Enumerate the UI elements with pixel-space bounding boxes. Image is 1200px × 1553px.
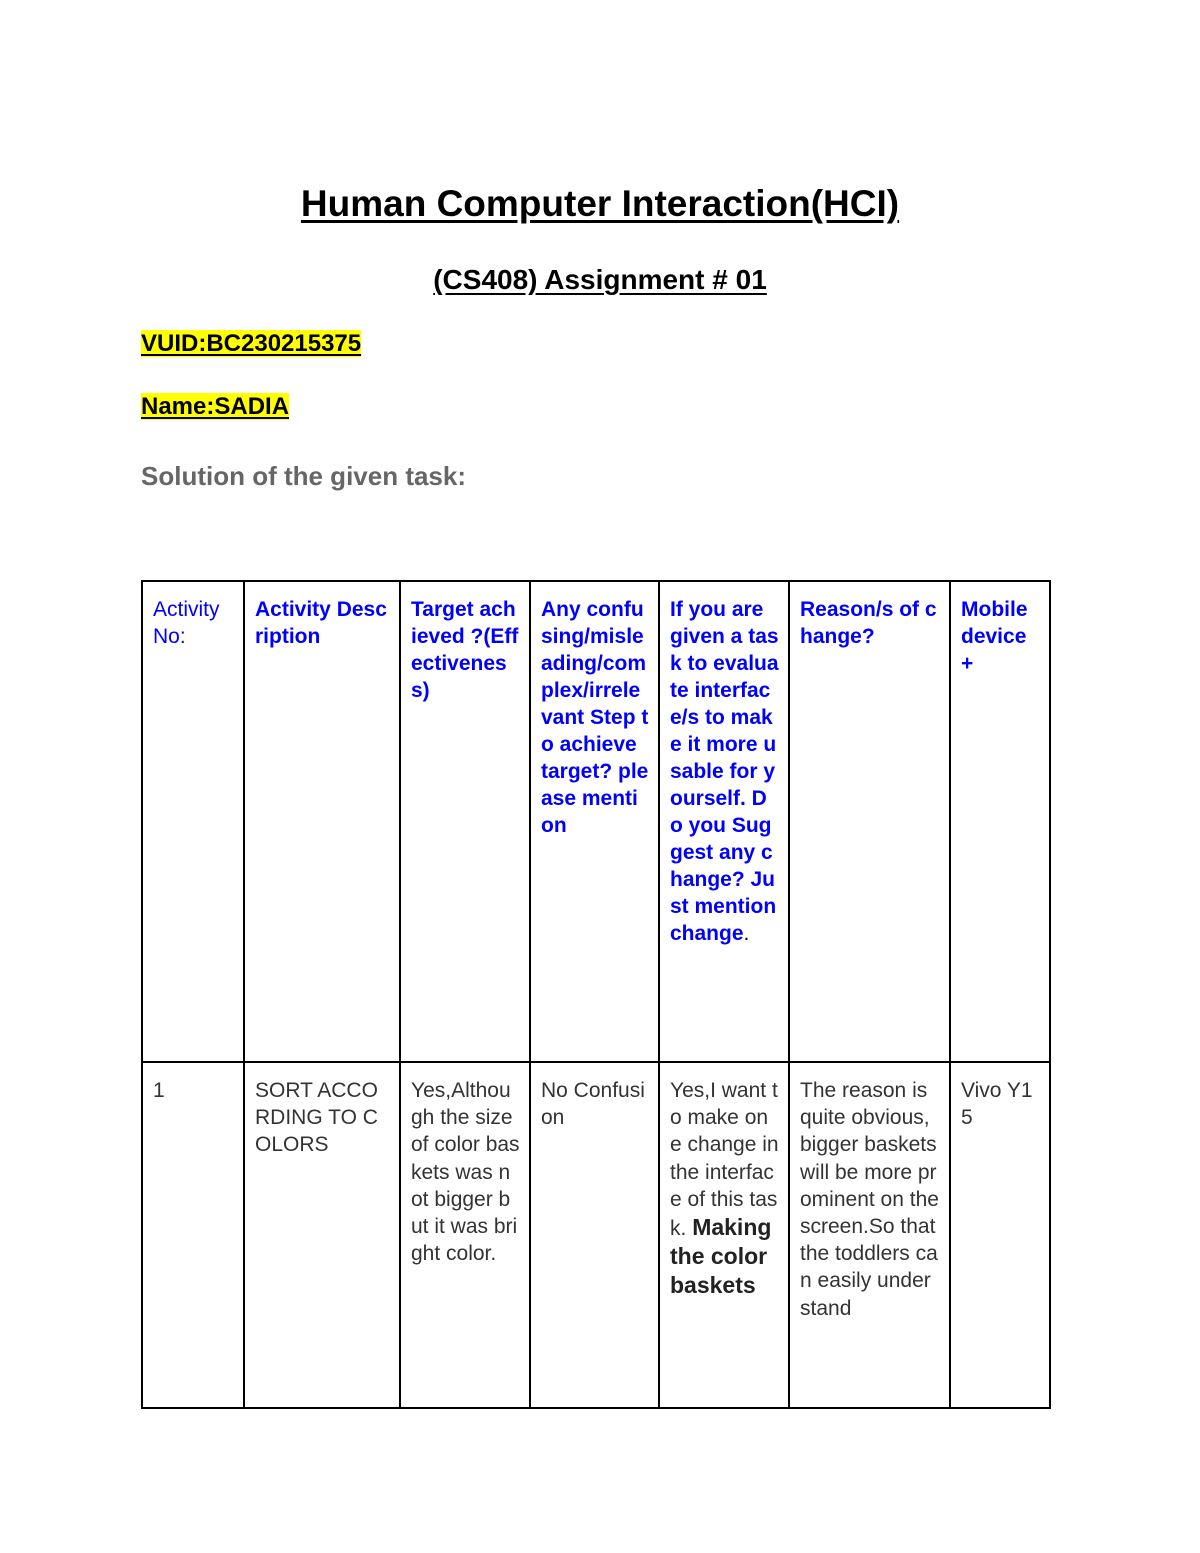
table-header-row <box>142 581 1050 1062</box>
header-activity-no: Activity No: <box>142 581 244 1062</box>
vuid-line <box>141 330 361 358</box>
task-table <box>141 580 1051 1409</box>
name-line <box>141 393 289 421</box>
vuid-text: VUID:BC230215375 <box>141 330 362 357</box>
suggestion-bold: Making the color baskets <box>670 1214 772 1299</box>
table-row <box>142 1062 1050 1408</box>
document-title: Human Computer Interaction(HCI) <box>300 183 900 224</box>
cell-target-achieved: Yes,Although the size of color baskets was not bigger but it was bright color. <box>400 1062 530 1408</box>
name-text: Name:SADIA <box>141 393 290 420</box>
header-suggest-change: If you are given a task to evaluate interface/s to make it more usable for yourself. Do you Suggest any change? Just mention change. <box>659 581 789 1062</box>
header-activity-description: Activity Description <box>244 581 400 1062</box>
cell-description: SORT ACCORDING TO COLORS <box>244 1062 400 1408</box>
header-confusing-step: Any confusing/misleading/complex/irrelevant Step to achieve target? please mention <box>530 581 659 1062</box>
cell-device: Vivo Y15 <box>950 1062 1050 1408</box>
cell-suggestion <box>659 1062 789 1408</box>
header-target-achieved: Target achieved ?(Effectiveness) <box>400 581 530 1062</box>
assignment-subtitle: (CS408) Assignment # 01 <box>433 264 767 295</box>
cell-reason: The reason is quite obvious,bigger baskets will be more prominent on the screen.So that the toddlers can easily understand <box>789 1062 950 1408</box>
header-reason-of-change: Reason/s of change? <box>789 581 950 1062</box>
suggestion-intro: Yes,I want to make one change in the interface of this task. <box>670 1079 779 1241</box>
cell-activity-no: 1 <box>142 1062 244 1408</box>
header-mobile-device: Mobile device + <box>950 581 1050 1062</box>
cell-confusion: No Confusion <box>530 1062 659 1408</box>
solution-heading: Solution of the given task: <box>141 461 467 491</box>
